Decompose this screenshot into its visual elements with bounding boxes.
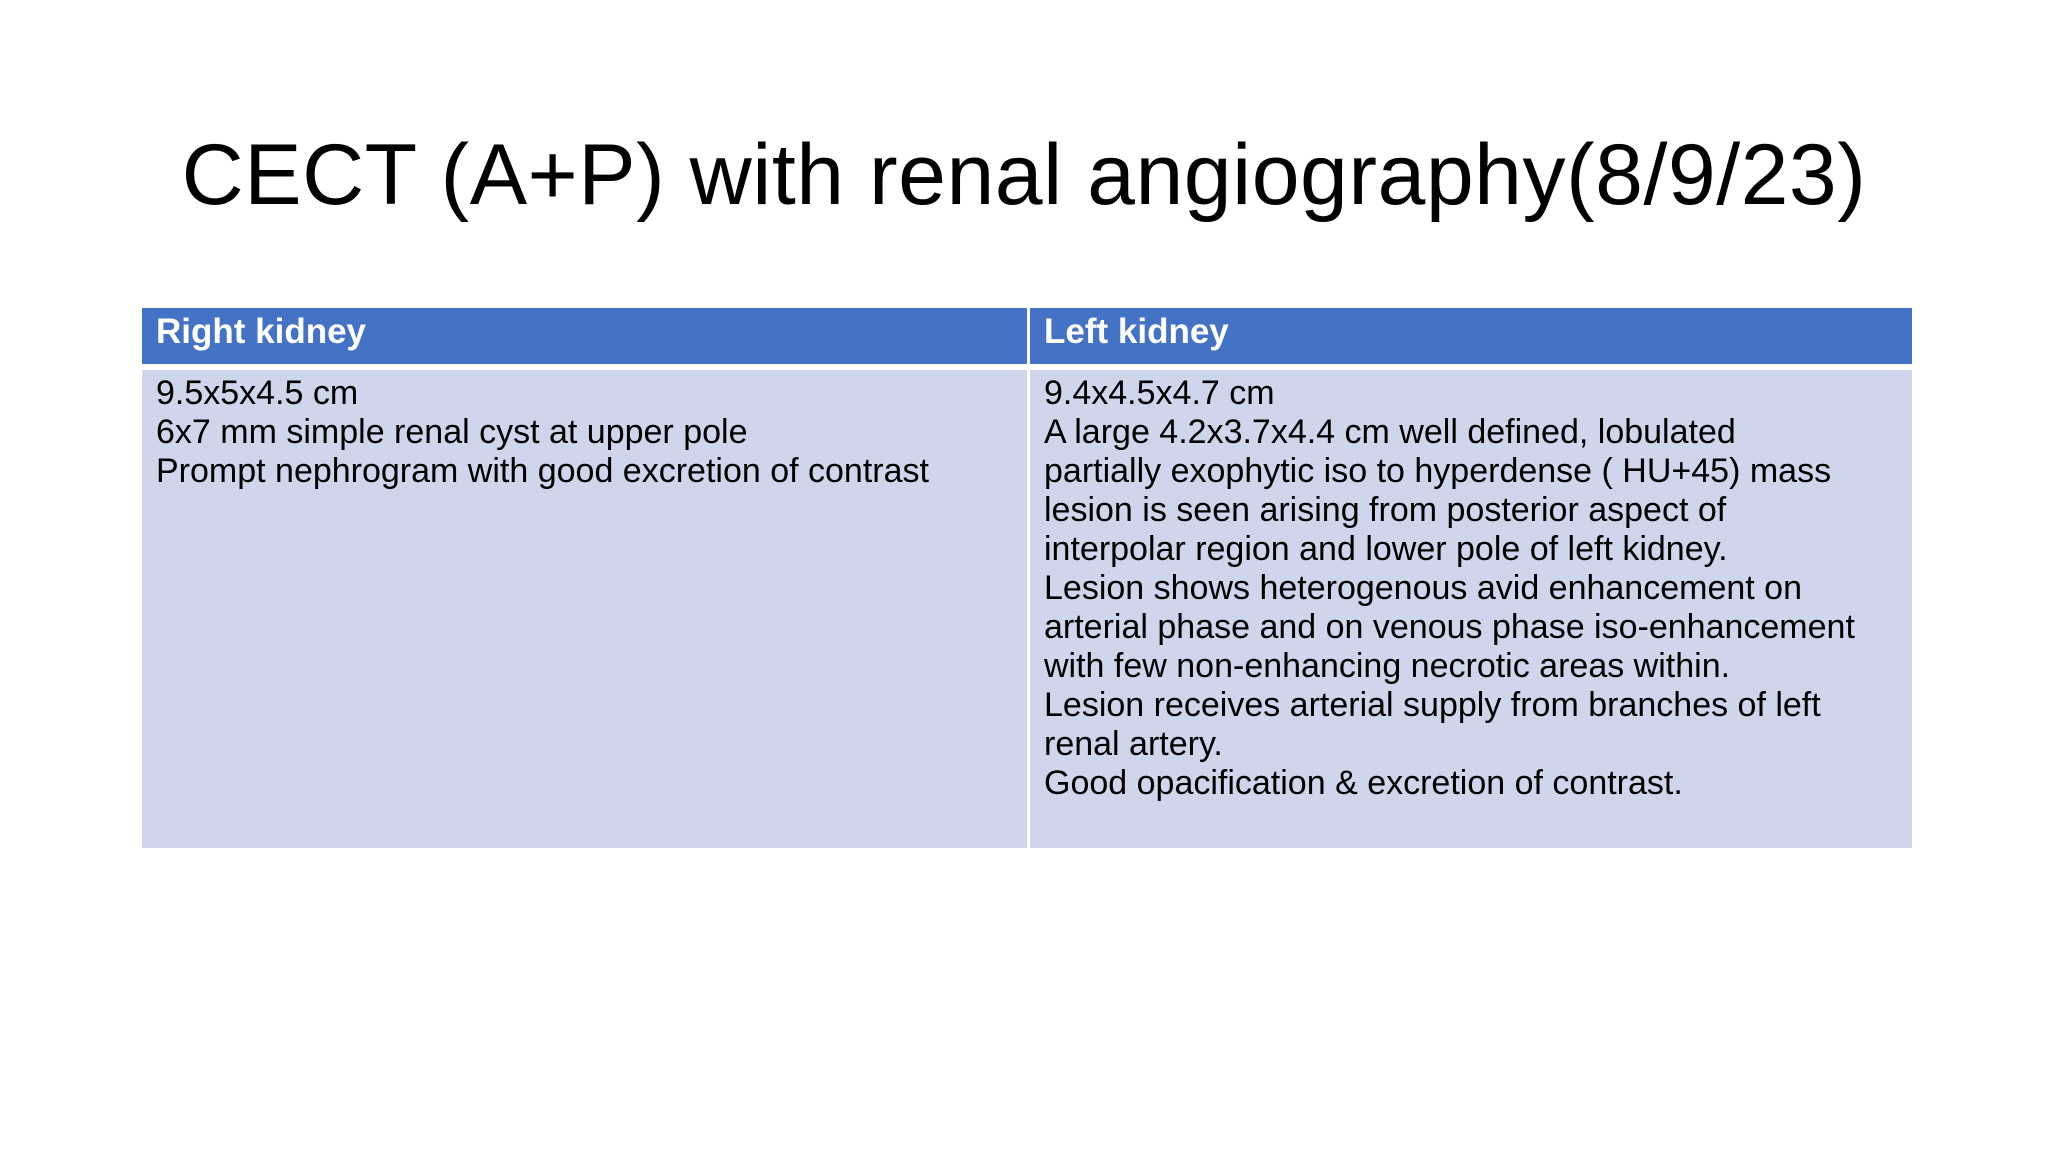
left-kidney-line: Lesion shows heterogenous avid enhancement on — [1044, 569, 1802, 607]
table-row — [142, 370, 1912, 848]
header-right-kidney: Right kidney — [142, 308, 1027, 370]
right-kidney-line: 6x7 mm simple renal cyst at upper pole — [156, 413, 748, 451]
left-kidney-line: Good opacification & excretion of contrast. — [1044, 764, 1683, 802]
table-header-row — [142, 308, 1912, 370]
left-kidney-line: arterial phase and on venous phase iso-enhancement — [1044, 608, 1855, 646]
left-kidney-line: Lesion receives arterial supply from branches of left — [1044, 686, 1821, 724]
left-kidney-line: with few non-enhancing necrotic areas within. — [1044, 647, 1731, 685]
header-left-kidney: Left kidney — [1027, 308, 1912, 370]
left-kidney-line: lesion is seen arising from posterior aspect of — [1044, 491, 1727, 529]
left-kidney-line: partially exophytic iso to hyperdense ( HU+45) mass — [1044, 452, 1832, 490]
kidney-findings-table — [142, 308, 1912, 848]
right-kidney-line: 9.5x5x4.5 cm — [156, 374, 359, 412]
left-kidney-line: A large 4.2x3.7x4.4 cm well defined, lobulated — [1044, 413, 1736, 451]
right-kidney-findings-cell — [142, 370, 1027, 848]
left-kidney-line: 9.4x4.5x4.7 cm — [1044, 374, 1275, 412]
left-kidney-line: renal artery. — [1044, 725, 1223, 763]
right-kidney-line: Prompt nephrogram with good excretion of contrast — [156, 452, 929, 490]
left-kidney-line: interpolar region and lower pole of left kidney. — [1044, 530, 1728, 568]
slide-title: CECT (A+P) with renal angiography(8/9/23) — [181, 127, 1867, 223]
left-kidney-findings-cell — [1027, 370, 1912, 848]
